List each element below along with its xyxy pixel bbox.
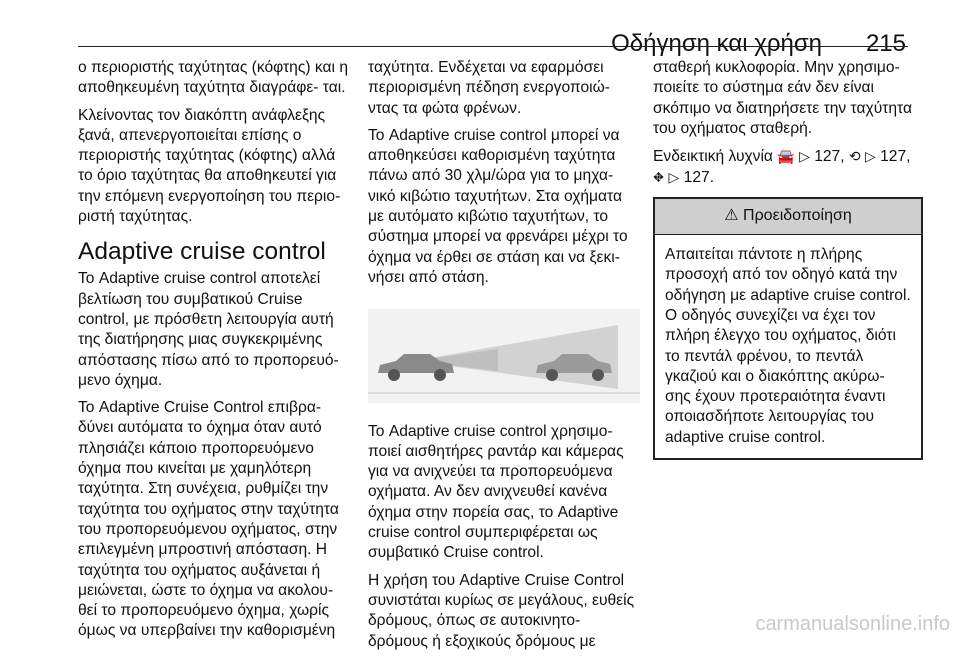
car-icon: 🚘 [777,148,795,165]
column-right [653,58,923,460]
page-ref-icon: ▷ [864,148,876,165]
paragraph: Το Adaptive cruise control μπορεί να αποθηκεύσει καθορισμένη ταχύτητα πάνω από 30 χλμ/ώρα για το μηχα- νικό κιβώτιο ταχυτήτων. Στα οχήματα με αυτόματο κιβώτιο ταχυτήτων, το σύστημα μπορεί να φρενάρει μέχρι το όχημα να έρθει σε στάση και να ξεκι- νήσει από στάση. [368,126,628,286]
reference-intro: Ενδεικτική λυχνία [653,148,773,166]
indicator-references [653,146,923,189]
page-reference[interactable]: 127, [880,148,911,166]
page-ref-icon: ▷ [668,169,680,186]
paragraph: Το Adaptive Cruise Control επιβρα- δύνει αυτόματα το όχημα όταν αυτό πλησιάζει κάποιο προπορευόμενο όχημα που κινείται με χαμηλότερη ταχύτητα. Στη συνέχεια, ρυθμίζει την ταχύτητα του οχήματος στην ταχύτητα του προπορευόμενου οχήματος, στην επιλεγμένη μπροστινή απόσταση. Η ταχύτητα του οχήματος αυξάνεται ή μειώνεται, ώστε το όχημα να ακολου- θεί το προπορευόμενο όχημα, χωρίς όμως να υπερβαίνει την καθορισμένη [78,399,339,640]
paragraph: Το Adaptive cruise control αποτελεί βελτίωση του συμβατικού Cruise control, με πρόσθετη λειτουργία αυτή της διατήρησης μιας συγκεκριμένης απόστασης πίσω από το προπορευό- μενο όχημα. [78,270,339,389]
warning-title: Προειδοποίηση [743,206,852,224]
page-reference[interactable]: 127, [814,148,845,166]
paragraph: Κλείνοντας τον διακόπτη ανάφλεξης ξανά, απενεργοποιείται επίσης ο περιοριστής ταχύτητας (κόφτης) αλλά το όριο ταχύτητας θα αποθηκευτεί για την επόμενη ενεργοποίηση του περιο- ριστή ταχύτητας. [78,106,341,226]
column-left [78,58,350,649]
header-rule [78,46,908,47]
warning-box [653,197,923,460]
page-header-title: Οδήγηση και χρήση [611,30,822,57]
section-heading: Adaptive cruise control [78,238,326,266]
road-icon: ⛖ [653,169,665,186]
page-number: 215 [865,30,906,57]
paragraph: ταχύτητα. Ενδέχεται να εφαρμόσει περιορισμένη πέδηση ενεργοποιώ- ντας τα φώτα φρένων. [368,59,610,117]
paragraph: ο περιοριστής ταχύτητας (κόφτης) και η αποθηκευμένη ταχύτητα διαγράφε- ται. [78,59,348,97]
column-middle [368,58,640,659]
cruise-indicator-icon: ⟲ [848,148,861,165]
adaptive-cruise-illustration [368,309,640,403]
paragraph: Η χρήση του Adaptive Cruise Control συνιστάται κυρίως σε μεγάλους, ευθείς δρόμους, όπως σε αυτοκινητο- δρόμους ή εξοχικούς δρόμους με [368,571,635,650]
paragraph: σταθερή κυκλοφορία. Μην χρησιμο- ποιείτε το σύστημα εάν δεν είναι σκόπιμο να διατηρήσετε την ταχύτητα του οχήματος σταθερή. [653,59,913,137]
page-ref-icon: ▷ [799,148,810,165]
warning-text: Απαιτείται πάντοτε η πλήρης προσοχή από τον οδηγό κατά την οδήγηση με adaptive cruise control. Ο οδηγός συνεχίζει να έχει τον πλήρη έλεγχο του οχήματος, διότι το πεντάλ φρένου, το πεντάλ γκαζιού και ο διακόπτης ακύρω- σης έχουν προτεραιότητα έναντι οποιασδήποτε λειτουργίας του adaptive cruise control. [665,246,911,446]
page-reference[interactable]: 127. [683,169,715,187]
warning-header [655,199,921,235]
watermark: carmanualsonline.info [755,613,950,635]
warning-icon: ⚠ [724,206,739,224]
paragraph: Το Adaptive cruise control χρησιμο- ποιεί αισθητήρες ραντάρ και κάμερας για να ανιχνεύει τα προπορευόμενα οχήματα. Αν δεν ανιχνευθεί κανένα όχημα στην πορεία σας, το Adaptive cruise control συμπεριφέρεται ως συμβατικό Cruise control. [368,422,624,562]
